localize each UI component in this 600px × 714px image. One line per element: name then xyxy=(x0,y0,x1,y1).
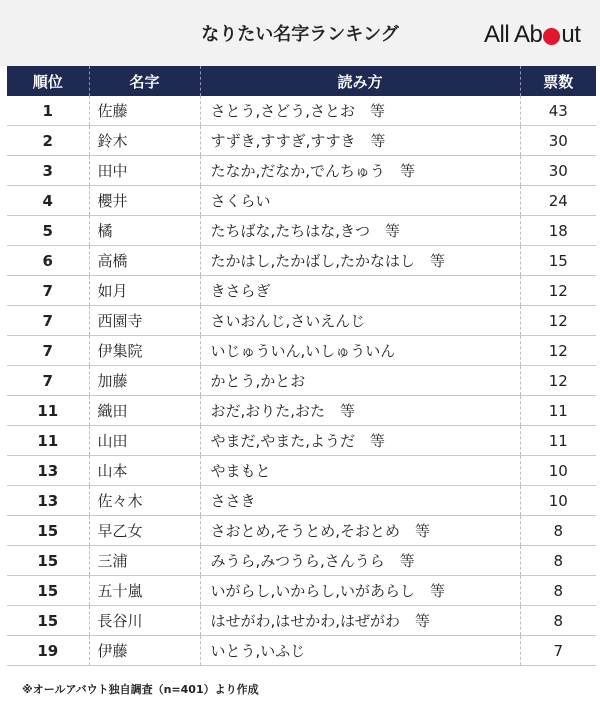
reading-cell: いとう,いふじ xyxy=(200,636,520,666)
reading-cell: すずき,すすぎ,すすき 等 xyxy=(200,126,520,156)
table-row xyxy=(7,576,596,606)
table-row xyxy=(7,246,596,276)
votes-cell: 12 xyxy=(520,306,596,336)
reading-cell: さくらい xyxy=(200,186,520,216)
surname-cell: 長谷川 xyxy=(89,606,200,636)
surname-cell: 如月 xyxy=(89,276,200,306)
column-header-name: 名字 xyxy=(89,66,200,96)
rank-cell: 15 xyxy=(7,606,89,636)
table-row xyxy=(7,156,596,186)
surname-cell: 五十嵐 xyxy=(89,576,200,606)
rank-cell: 11 xyxy=(7,396,89,426)
votes-cell: 8 xyxy=(520,516,596,546)
rank-cell: 13 xyxy=(7,456,89,486)
table-row xyxy=(7,516,596,546)
votes-cell: 8 xyxy=(520,546,596,576)
votes-cell: 10 xyxy=(520,486,596,516)
rank-cell: 15 xyxy=(7,546,89,576)
surname-cell: 高橋 xyxy=(89,246,200,276)
table-row xyxy=(7,96,596,126)
votes-cell: 30 xyxy=(520,156,596,186)
surname-cell: 橘 xyxy=(89,216,200,246)
rank-cell: 7 xyxy=(7,366,89,396)
reading-cell: さおとめ,そうとめ,そおとめ 等 xyxy=(200,516,520,546)
rank-cell: 13 xyxy=(7,486,89,516)
rank-cell: 19 xyxy=(7,636,89,666)
surname-cell: 山田 xyxy=(89,426,200,456)
votes-cell: 43 xyxy=(520,96,596,126)
votes-cell: 8 xyxy=(520,576,596,606)
table-row xyxy=(7,366,596,396)
table-row xyxy=(7,276,596,306)
table-row xyxy=(7,486,596,516)
table-row xyxy=(7,546,596,576)
reading-cell: たかはし,たかばし,たかなはし 等 xyxy=(200,246,520,276)
logo-text-start: All Ab xyxy=(484,21,543,48)
table-row xyxy=(7,636,596,666)
surname-cell: 織田 xyxy=(89,396,200,426)
reading-cell: かとう,かとお xyxy=(200,366,520,396)
surname-cell: 三浦 xyxy=(89,546,200,576)
table-row xyxy=(7,336,596,366)
table-header-row xyxy=(7,66,596,96)
table-row xyxy=(7,216,596,246)
table-row xyxy=(7,426,596,456)
table-row xyxy=(7,606,596,636)
surname-cell: 鈴木 xyxy=(89,126,200,156)
rank-cell: 6 xyxy=(7,246,89,276)
surname-cell: 早乙女 xyxy=(89,516,200,546)
reading-cell: いじゅういん,いしゅういん xyxy=(200,336,520,366)
allabout-logo xyxy=(484,20,580,50)
header-bar xyxy=(0,0,600,66)
votes-cell: 11 xyxy=(520,426,596,456)
rank-cell: 15 xyxy=(7,576,89,606)
reading-cell: やまだ,やまた,ようだ 等 xyxy=(200,426,520,456)
table-row xyxy=(7,126,596,156)
page-title: なりたい名字ランキング xyxy=(201,24,399,45)
votes-cell: 12 xyxy=(520,366,596,396)
logo-dot-icon xyxy=(543,28,560,45)
column-header-reading: 読み方 xyxy=(200,66,520,96)
surname-cell: 櫻井 xyxy=(89,186,200,216)
reading-cell: おだ,おりた,おた 等 xyxy=(200,396,520,426)
rank-cell: 2 xyxy=(7,126,89,156)
rank-cell: 7 xyxy=(7,306,89,336)
reading-cell: はせがわ,はせかわ,はぜがわ 等 xyxy=(200,606,520,636)
rank-cell: 11 xyxy=(7,426,89,456)
surname-cell: 加藤 xyxy=(89,366,200,396)
rank-cell: 15 xyxy=(7,516,89,546)
reading-cell: たちばな,たちはな,きつ 等 xyxy=(200,216,520,246)
column-header-rank: 順位 xyxy=(7,66,89,96)
reading-cell: やまもと xyxy=(200,456,520,486)
surname-cell: 田中 xyxy=(89,156,200,186)
table-row xyxy=(7,306,596,336)
rank-cell: 4 xyxy=(7,186,89,216)
votes-cell: 8 xyxy=(520,606,596,636)
table-row xyxy=(7,456,596,486)
ranking-table xyxy=(7,66,596,666)
column-header-votes: 票数 xyxy=(520,66,596,96)
surname-cell: 佐々木 xyxy=(89,486,200,516)
votes-cell: 10 xyxy=(520,456,596,486)
reading-cell: さいおんじ,さいえんじ xyxy=(200,306,520,336)
reading-cell: きさらぎ xyxy=(200,276,520,306)
rank-cell: 7 xyxy=(7,336,89,366)
footnote: ※オールアバウト独自調査（n=401）より作成 xyxy=(22,683,259,696)
rank-cell: 5 xyxy=(7,216,89,246)
reading-cell: さとう,さどう,さとお 等 xyxy=(200,96,520,126)
logo-text-end: ut xyxy=(561,21,581,48)
table-row xyxy=(7,396,596,426)
reading-cell: ささき xyxy=(200,486,520,516)
votes-cell: 30 xyxy=(520,126,596,156)
table-row xyxy=(7,186,596,216)
rank-cell: 3 xyxy=(7,156,89,186)
votes-cell: 12 xyxy=(520,276,596,306)
surname-cell: 西園寺 xyxy=(89,306,200,336)
surname-cell: 伊集院 xyxy=(89,336,200,366)
reading-cell: みうら,みつうら,さんうら 等 xyxy=(200,546,520,576)
votes-cell: 15 xyxy=(520,246,596,276)
rank-cell: 1 xyxy=(7,96,89,126)
votes-cell: 7 xyxy=(520,636,596,666)
surname-cell: 佐藤 xyxy=(89,96,200,126)
reading-cell: たなか,だなか,でんちゅう 等 xyxy=(200,156,520,186)
reading-cell: いがらし,いからし,いがあらし 等 xyxy=(200,576,520,606)
votes-cell: 12 xyxy=(520,336,596,366)
votes-cell: 24 xyxy=(520,186,596,216)
votes-cell: 18 xyxy=(520,216,596,246)
votes-cell: 11 xyxy=(520,396,596,426)
rank-cell: 7 xyxy=(7,276,89,306)
surname-cell: 伊藤 xyxy=(89,636,200,666)
surname-cell: 山本 xyxy=(89,456,200,486)
